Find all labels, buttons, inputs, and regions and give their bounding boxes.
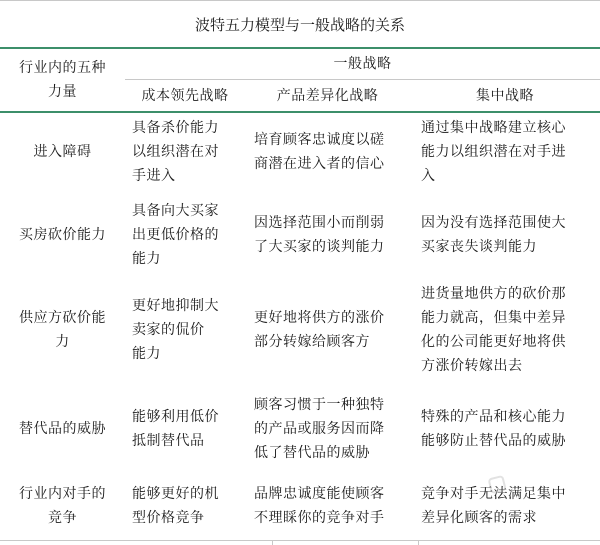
row-diff-cell [254,390,419,468]
row-diff-cell [254,113,419,191]
row-cost-text: 能够更好的机 型价格竞争 [132,486,219,526]
column-divider-stub [418,540,419,545]
row-force-label: 供应方砍价能 力 [19,310,106,350]
row-force-cell [0,113,125,191]
row-diff-cell [254,196,419,274]
row-focus-text: 特殊的产品和核心能力 能够防止替代品的威胁 [421,409,566,449]
row-cost-text: 更好地抑制大 卖家的侃价 能力 [132,298,219,362]
row-focus-text: 因为没有选择范围使大 买家丧失谈判能力 [421,215,566,255]
row-force-label: 买房砍价能力 [19,227,106,243]
row-force-label: 替代品的威胁 [19,421,106,437]
row-force-label: 进入障碍 [33,144,92,160]
row-cost-cell [132,280,252,380]
row-cost-text: 能够利用低价 抵制替代品 [132,409,219,449]
row-cost-cell [132,390,252,468]
column-divider-stub [272,540,273,545]
row-diff-text: 因选择范围小而削弱 了大买家的谈判能力 [254,215,385,255]
row-diff-text: 品牌忠诚度能使顾客 不理睬你的竞争对手 [254,486,385,526]
header-general-strategy-cell [125,49,600,79]
row-cost-text: 具备向大买家 出更低价格的 能力 [132,203,219,267]
header-differentiation-label: 产品差异化战略 [276,87,379,104]
row-force-cell [0,390,125,468]
row-cost-cell [132,475,252,537]
bottom-rule [0,540,600,541]
header-differentiation-cell [245,80,410,111]
row-focus-cell [421,280,600,380]
table-title: 波特五力模型与一般战略的关系 [0,0,600,49]
row-diff-cell [254,280,419,380]
row-focus-cell [421,390,600,468]
row-force-cell [0,280,125,380]
row-focus-text: 进货量地供方的砍价那 能力就高，但集中差异 化的公司能更好地将供 方涨价转嫁出去 [421,286,566,374]
row-focus-cell [421,475,600,537]
header-general-strategy-label: 一般战略 [333,56,392,72]
header-focus-cell [410,80,600,111]
row-diff-text: 顾客习惯于一种独特 的产品或服务因而降 低了替代品的威胁 [254,397,385,461]
row-focus-text: 通过集中战略建立核心 能力以组织潜在对手进 入 [421,120,566,184]
row-focus-cell [421,113,600,191]
row-focus-cell [421,196,600,274]
row-force-label: 行业内对手的 竞争 [19,486,106,526]
row-cost-cell [132,196,252,274]
row-cost-text: 具备杀价能力 以组织潜在对 手进入 [132,120,219,184]
row-cost-cell [132,113,252,191]
row-diff-text: 更好地将供方的涨价 部分转嫁给顾客方 [254,310,385,350]
row-focus-text: 竞争对手无法满足集中 差异化顾客的需求 [421,486,566,526]
row-diff-text: 培育顾客忠诚度以磋 商潜在进入者的信心 [254,132,385,172]
header-force-cell [0,49,125,111]
row-force-cell [0,196,125,274]
row-diff-cell [254,475,419,537]
row-force-cell [0,475,125,537]
header-force-label: 行业内的五种 力量 [19,60,106,100]
header-focus-label: 集中战略 [476,87,534,104]
header-cost-leadership-label: 成本领先战略 [141,87,229,104]
header-cost-leadership-cell [125,80,245,111]
